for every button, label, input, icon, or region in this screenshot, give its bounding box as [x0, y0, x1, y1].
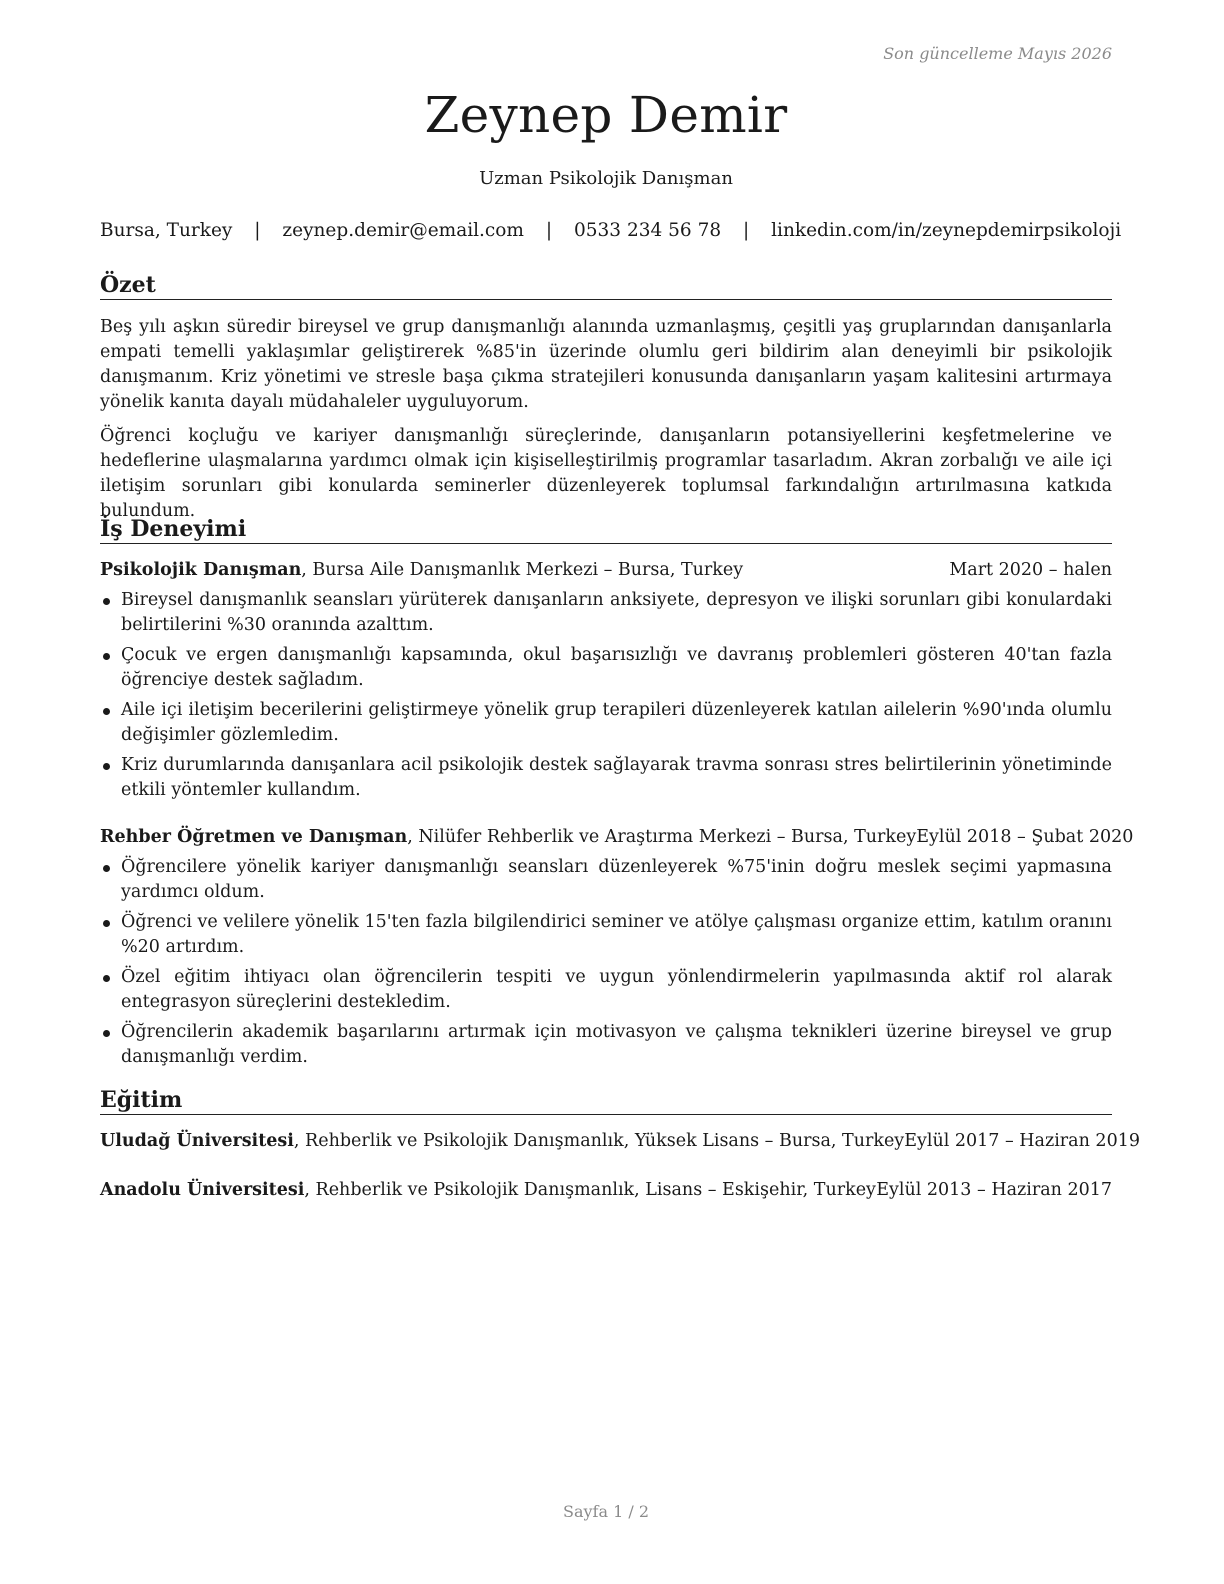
list-item: Bireysel danışmanlık seansları yürüterek danışanların anksiyete, depresyon ve ilişki sorunları gibi konulardaki belirtilerini %30 oranında azalttım.: [100, 588, 1112, 638]
education-detail: , Rehberlik ve Psikolojik Danışmanlık, Lisans – Eskişehir, Turkey: [304, 1180, 876, 1200]
job-org: , Bursa Aile Danışmanlık Merkezi – Bursa, Turkey: [301, 560, 744, 580]
education-school-detail: [100, 1129, 904, 1154]
contact-separator: |: [254, 220, 261, 241]
summary-paragraph: Beş yılı aşkın süredir bireysel ve grup danışmanlığı alanında uzmanlaşmış, çeşitli yaş gruplarından danışanlarla empati temelli yaklaşımlar geliştirerek %85'in üzerinde olumlu geri bildirim alan deneyimli bir psikolojik danışmanım. Kriz yönetimi ve stresle başa çıkma stratejileri konusunda danışanların yaşam kalitesini artırmaya yönelik kanıta dayalı müdahaleler uyguluyorum.: [100, 317, 1112, 412]
list-item: Özel eğitim ihtiyacı olan öğrencilerin tespiti ve uygun yönlendirmelerin yapılmasında aktif rol alarak entegrasyon süreçlerini destekledim.: [100, 965, 1112, 1015]
education-school-detail: [100, 1178, 876, 1203]
list-item: Öğrencilere yönelik kariyer danışmanlığı seansları düzenleyerek %75'inin doğru meslek seçimi yapmasına yardımcı oldum.: [100, 855, 1112, 905]
contact-separator: |: [545, 220, 553, 241]
job-dates: Mart 2020 – halen: [949, 560, 1112, 580]
list-item: Kriz durumlarında danışanlara acil psikolojik destek sağlayarak travma sonrası stres belirtilerinin yönetiminde etkili yöntemler kullandım.: [100, 753, 1112, 803]
candidate-name: Zeynep Demir: [424, 86, 788, 144]
education-detail: , Rehberlik ve Psikolojik Danışmanlık, Yüksek Lisans – Bursa, Turkey: [293, 1131, 905, 1151]
list-item: Öğrenci ve velilere yönelik 15'ten fazla bilgilendirici seminer ve atölye çalışması organize ettim, katılım oranını %20 artırdım.: [100, 910, 1112, 960]
contact-linkedin[interactable]: linkedin.com/in/zeynepdemirpsikoloji: [771, 220, 1122, 241]
job-bullet-list: [100, 588, 1112, 808]
education-dates: Eylül 2017 – Haziran 2019: [904, 1131, 1140, 1151]
page-number: Sayfa 1 / 2: [562, 1502, 649, 1521]
list-item: Çocuk ve ergen danışmanlığı kapsamında, okul başarısızlığı ve davranış problemleri gösteren 40'tan fazla öğrenciye destek sağladım.: [100, 643, 1112, 693]
job-org: , Nilüfer Rehberlik ve Araştırma Merkezi – Bursa, Turkey: [407, 827, 917, 847]
last-updated: Son güncelleme Mayıs 2026: [883, 44, 1112, 63]
education-school: Uludağ Üniversitesi: [100, 1131, 294, 1151]
education-dates: Eylül 2013 – Haziran 2017: [876, 1180, 1112, 1200]
contact-separator: |: [743, 220, 750, 241]
job-header: [100, 558, 1112, 583]
resume-page: [100, 0, 1140, 1584]
candidate-title: Uzman Psikolojik Danışman: [479, 168, 733, 189]
job-dates: Eylül 2018 – Şubat 2020: [916, 827, 1134, 847]
education-school: Anadolu Üniversitesi: [100, 1180, 305, 1200]
list-item: Öğrencilerin akademik başarılarını artırmak için motivasyon ve çalışma teknikleri üzerine bireysel ve grup danışmanlığı verdim.: [100, 1020, 1112, 1070]
section-heading-education: Eğitim: [100, 1087, 1112, 1115]
contact-email[interactable]: zeynep.demir@email.com: [282, 220, 524, 241]
education-entry: [100, 1178, 1112, 1203]
job-header: [100, 825, 1134, 850]
list-item: Aile içi iletişim becerilerini geliştirmeye yönelik grup terapileri düzenleyerek katılan ailelerin %90'ında olumlu değişimler gözlemledim.: [100, 698, 1112, 748]
job-role-org: [100, 825, 916, 850]
contact-location: Bursa, Turkey: [100, 220, 233, 241]
section-heading-experience: İş Deneyimi: [100, 516, 1112, 544]
section-heading-summary: Özet: [100, 272, 1112, 300]
summary-paragraph: Öğrenci koçluğu ve kariyer danışmanlığı süreçlerinde, danışanların potansiyellerini keşfetmelerine ve hedeflerine ulaşmalarına yardımcı olmak için kişiselleştirilmiş programlar tasarladım. Akran zorbalığı ve aile içi iletişim sorunları gibi konularda seminerler düzenleyerek toplumsal farkındalığın artırılmasına katkıda bulundum.: [100, 426, 1112, 521]
job-bullet-list: [100, 855, 1112, 1075]
education-entry: [100, 1129, 1140, 1154]
job-role-org: [100, 558, 743, 583]
job-role: Psikolojik Danışman: [100, 560, 302, 580]
job-role: Rehber Öğretmen ve Danışman: [100, 827, 408, 847]
contact-phone[interactable]: 0533 234 56 78: [574, 220, 722, 241]
contact-line: [100, 220, 1122, 241]
